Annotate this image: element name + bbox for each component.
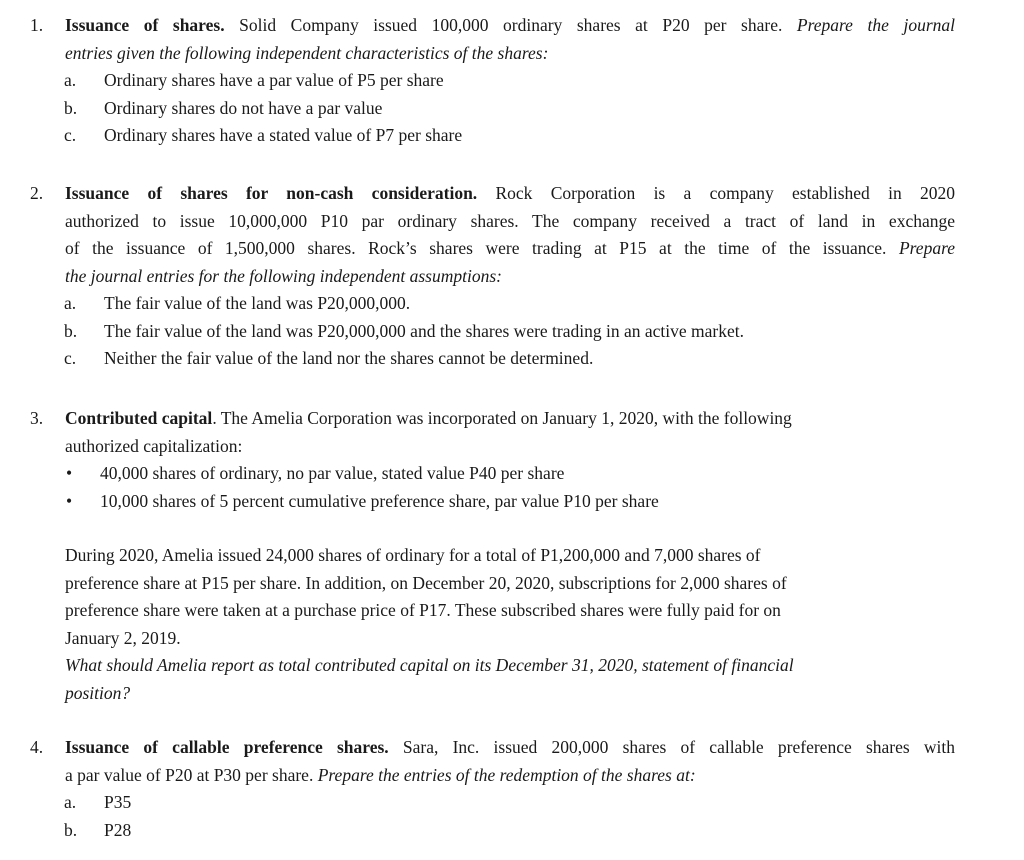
question-line: position?: [65, 682, 131, 703]
problem-line: a par value of P20 at P30 per share. Prepare the entries of the redemption of the shares at:: [65, 764, 696, 785]
problem-1: [30, 12, 955, 150]
question-line: What should Amelia report as total contributed capital on its December 31, 2020, statement of financial: [65, 655, 794, 675]
list-item: a. The fair value of the land was P20,000,000.: [64, 293, 411, 313]
problem-title: Contributed capital: [65, 408, 213, 428]
problem-3: [30, 405, 955, 707]
problem-title: Issuance of shares for non-cash consideration.: [65, 183, 478, 203]
problem-line: authorized to issue 10,000,000 P10 par ordinary shares. The company received a tract of land in exchange: [65, 210, 955, 231]
problem-line: entries given the following independent characteristics of the shares:: [65, 42, 549, 63]
problem-line: authorized capitalization:: [65, 435, 243, 456]
problem-line: of the issuance of 1,500,000 shares. Rock’s shares were trading at P15 at the time of the issuance. Prepare: [65, 238, 955, 258]
list-item: b. Ordinary shares do not have a par value: [64, 97, 383, 118]
problem-number: 1.: [30, 15, 44, 35]
problem-4: [30, 734, 955, 844]
list-item: c. Ordinary shares have a stated value of P7 per share: [64, 125, 463, 145]
list-item: a. P35: [64, 792, 132, 812]
problem-line: Issuance of shares for non-cash consideration. Rock Corporation is a company established in 2020: [65, 183, 955, 203]
problem-number: 4.: [30, 737, 44, 757]
problem-2: [30, 180, 955, 373]
bullet-item: • 10,000 shares of 5 percent cumulative preference share, par value P10 per share: [66, 490, 659, 511]
problem-line: Contributed capital. The Amelia Corporation was incorporated on January 1, 2020, with the following: [65, 408, 792, 428]
bullet-item: • 40,000 shares of ordinary, no par value, stated value P40 per share: [66, 463, 565, 483]
list-item: b. P28: [64, 819, 132, 840]
problem-title: Issuance of shares.: [65, 15, 225, 35]
problem-title: Issuance of callable preference shares.: [65, 737, 389, 757]
problem-line: Issuance of callable preference shares. Sara, Inc. issued 200,000 shares of callable preference shares with: [65, 737, 956, 757]
list-item: a. Ordinary shares have a par value of P5 per share: [64, 70, 444, 90]
problem-line: the journal entries for the following independent assumptions:: [65, 265, 502, 286]
problem-number: 2.: [30, 183, 44, 203]
list-item: b. The fair value of the land was P20,000,000 and the shares were trading in an active market.: [64, 320, 744, 341]
problem-line: Issuance of shares. Solid Company issued 100,000 ordinary shares at P20 per share. Prepare the journal: [65, 15, 955, 35]
list-item: c. Neither the fair value of the land nor the shares cannot be determined.: [64, 348, 594, 368]
problem-number: 3.: [30, 408, 44, 428]
paragraph: During 2020, Amelia issued 24,000 shares of ordinary for a total of P1,200,000 and 7,000 shares of preference share at P15 per share. In addition, on December 20, 2020, subscriptions for 2,000 shares of preference share were taken at a purchase price of P17. These subscribed shares were fully paid for on January 2, 2019. What should Amelia report as total contributed capital on its December 31, 2020, statement of financial position?: [65, 542, 955, 707]
